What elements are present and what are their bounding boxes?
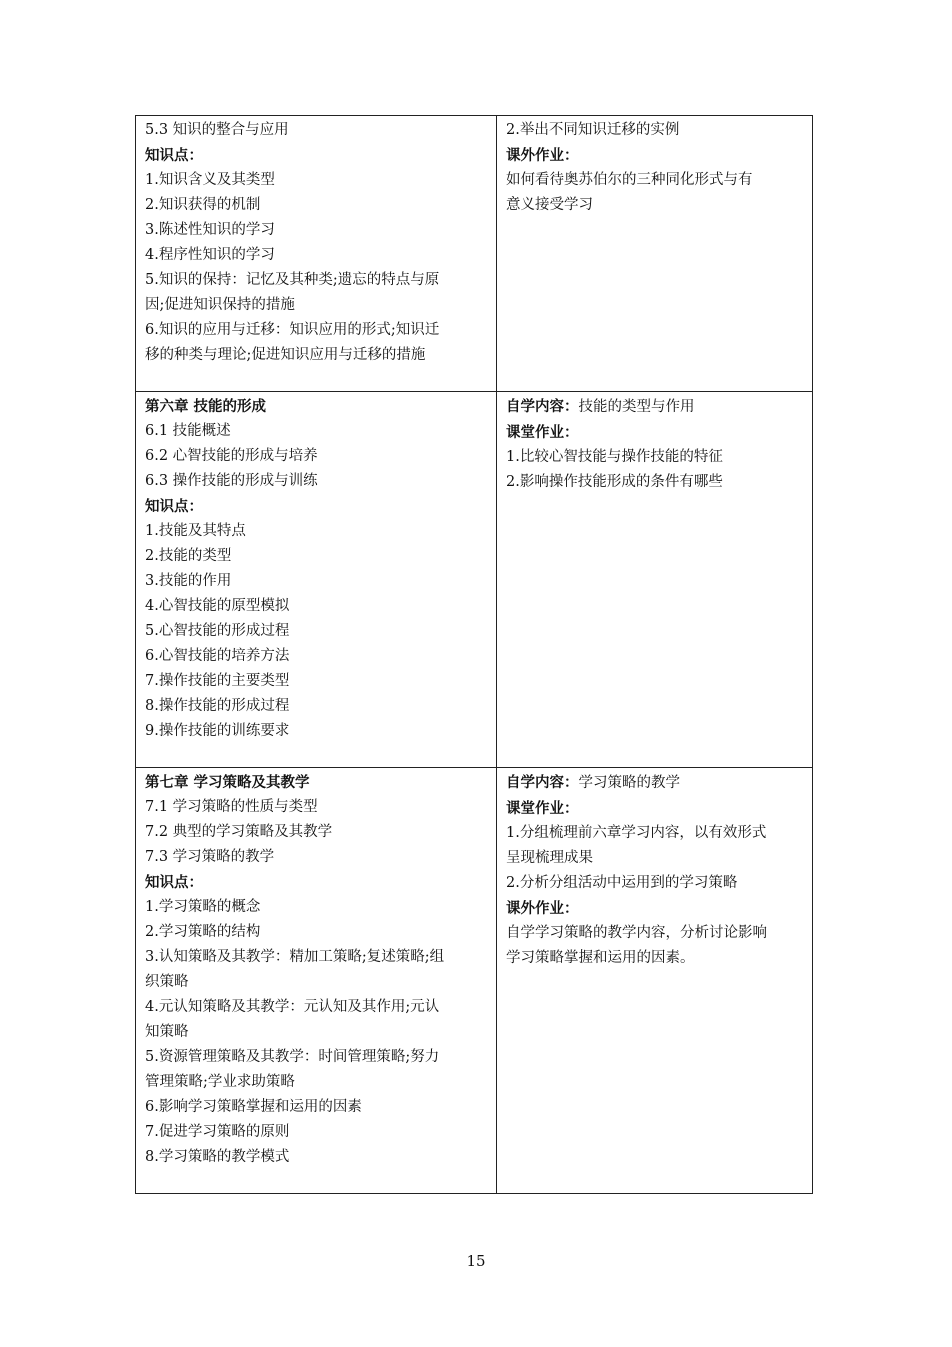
left-cell <box>136 116 497 392</box>
section-line: 6.1 技能概述 <box>145 423 231 439</box>
left-cell <box>136 392 497 768</box>
assignment-item: 自学学习策略的教学内容，分析讨论影响 <box>506 925 767 941</box>
homework-heading: 课外作业： <box>506 147 579 164</box>
knowledge-point: 1.学习策略的概念 <box>145 899 261 915</box>
knowledge-point: 3.陈述性知识的学习 <box>145 222 275 238</box>
self-study-line <box>506 394 804 420</box>
knowledge-point: 4.元认知策略及其教学：元认知及其作用;元认 <box>145 999 440 1015</box>
knowledge-point: 3.认知策略及其教学：精加工策略;复述策略;组 <box>145 949 445 965</box>
knowledge-points-heading: 知识点： <box>145 874 203 891</box>
page-number: 15 <box>466 1252 486 1270</box>
right-cell <box>497 116 813 392</box>
chapter-title: 第六章 技能的形成 <box>145 398 267 415</box>
assignment-item: 2.分析分组活动中运用到的学习策略 <box>506 875 738 891</box>
assignment-item: 2.影响操作技能形成的条件有哪些 <box>506 474 723 490</box>
knowledge-point: 移的种类与理论;促进知识应用与迁移的措施 <box>145 347 426 363</box>
knowledge-point: 7.操作技能的主要类型 <box>145 673 290 689</box>
knowledge-point: 2.学习策略的结构 <box>145 924 261 940</box>
knowledge-point: 1.技能及其特点 <box>145 523 246 539</box>
section-line: 7.1 学习策略的性质与类型 <box>145 799 318 815</box>
section-line: 6.2 心智技能的形成与培养 <box>145 448 318 464</box>
knowledge-point: 2.知识获得的机制 <box>145 197 261 213</box>
assignment-item: 学习策略掌握和运用的因素。 <box>506 950 695 966</box>
chapter-title: 第七章 学习策略及其教学 <box>145 774 310 791</box>
syllabus-table <box>135 115 813 1194</box>
knowledge-point: 4.程序性知识的学习 <box>145 247 275 263</box>
knowledge-point: 2.技能的类型 <box>145 548 232 564</box>
knowledge-point: 管理策略;学业求助策略 <box>145 1074 295 1090</box>
left-cell <box>136 768 497 1194</box>
assignment-item: 1.分组梳理前六章学习内容，以有效形式 <box>506 825 767 841</box>
self-study-line <box>506 770 804 796</box>
knowledge-point: 5.知识的保持：记忆及其种类;遗忘的特点与原 <box>145 272 440 288</box>
knowledge-point: 8.学习策略的教学模式 <box>145 1149 290 1165</box>
classwork-heading: 课堂作业： <box>506 800 579 817</box>
table-row <box>136 768 813 1194</box>
self-study-text: 学习策略的教学 <box>578 775 680 791</box>
knowledge-point: 6.影响学习策略掌握和运用的因素 <box>145 1099 362 1115</box>
knowledge-points-heading: 知识点： <box>145 498 203 515</box>
knowledge-points-heading: 知识点： <box>145 147 203 164</box>
right-cell <box>497 392 813 768</box>
knowledge-point: 9.操作技能的训练要求 <box>145 723 290 739</box>
table-row <box>136 116 813 392</box>
self-study-text: 技能的类型与作用 <box>578 399 695 415</box>
knowledge-point: 4.心智技能的原型模拟 <box>145 598 290 614</box>
section-line: 7.3 学习策略的教学 <box>145 849 275 865</box>
assignment-item: 1.比较心智技能与操作技能的特征 <box>506 449 723 465</box>
knowledge-point: 知策略 <box>145 1024 189 1040</box>
assignment-item: 2.举出不同知识迁移的实例 <box>506 122 680 138</box>
self-study-label: 自学内容： <box>506 774 579 791</box>
section-line: 5.3 知识的整合与应用 <box>145 122 289 138</box>
table-row <box>136 392 813 768</box>
right-cell <box>497 768 813 1194</box>
knowledge-point: 3.技能的作用 <box>145 573 232 589</box>
section-line: 7.2 典型的学习策略及其教学 <box>145 824 333 840</box>
knowledge-point: 6.心智技能的培养方法 <box>145 648 290 664</box>
homework-heading: 课外作业： <box>506 900 579 917</box>
knowledge-point: 织策略 <box>145 974 189 990</box>
assignment-item: 如何看待奥苏伯尔的三种同化形式与有 <box>506 172 753 188</box>
section-line: 6.3 操作技能的形成与训练 <box>145 473 318 489</box>
assignment-item: 意义接受学习 <box>506 197 593 213</box>
knowledge-point: 5.心智技能的形成过程 <box>145 623 290 639</box>
knowledge-point: 因;促进知识保持的措施 <box>145 297 295 313</box>
classwork-heading: 课堂作业： <box>506 424 579 441</box>
knowledge-point: 5.资源管理策略及其教学：时间管理策略;努力 <box>145 1049 440 1065</box>
knowledge-point: 7.促进学习策略的原则 <box>145 1124 290 1140</box>
knowledge-point: 6.知识的应用与迁移：知识应用的形式;知识迁 <box>145 322 440 338</box>
knowledge-point: 1.知识含义及其类型 <box>145 172 275 188</box>
knowledge-point: 8.操作技能的形成过程 <box>145 698 290 714</box>
assignment-item: 呈现梳理成果 <box>506 850 593 866</box>
self-study-label: 自学内容： <box>506 398 579 415</box>
